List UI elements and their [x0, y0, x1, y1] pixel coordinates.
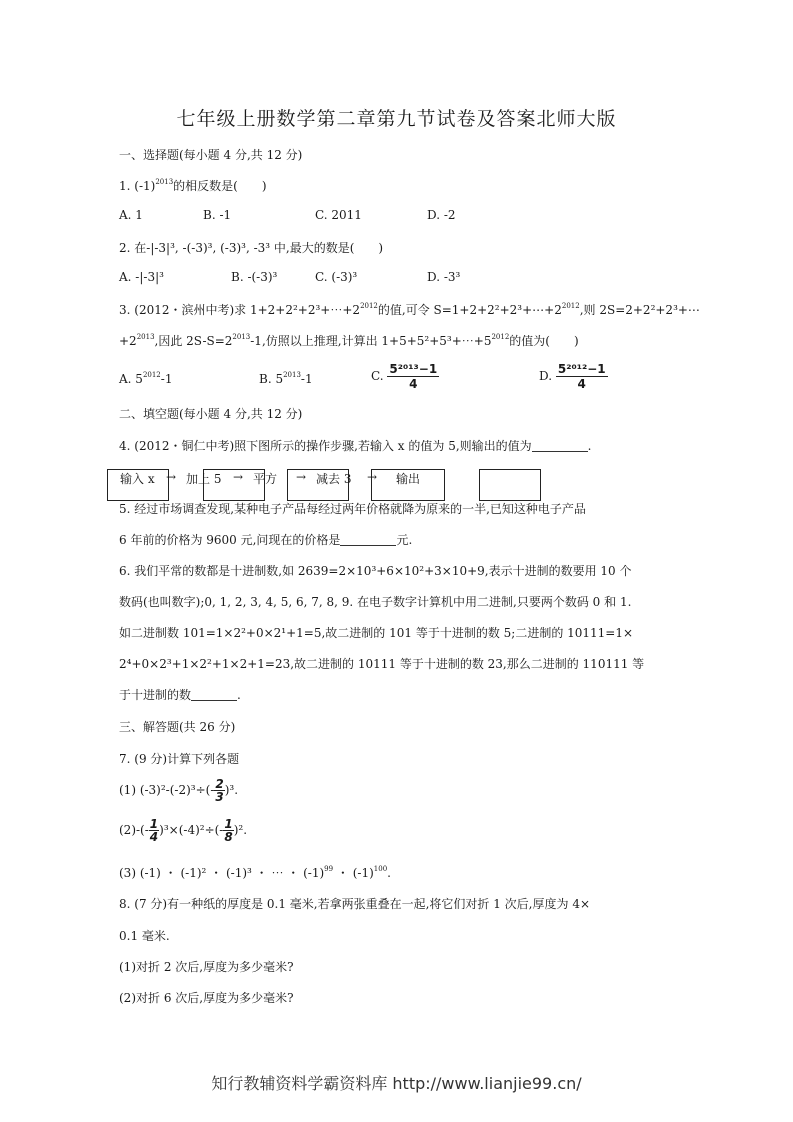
- q3-option-c-fraction: $\frac{\text{5²⁰¹³−1}}{4}$: [389, 362, 438, 391]
- q8-part-2: (2)对折 6 次后,厚度为多少毫米?: [119, 991, 294, 1005]
- q2-option-a: A. -|-3|³: [119, 270, 164, 284]
- q5-answer-blank[interactable]: [340, 533, 396, 546]
- flow-step-subtract: 减去 3: [316, 472, 352, 486]
- q2-option-b: B. -(-3)³: [231, 270, 278, 284]
- q3-option-d-fraction: $\frac{\text{5²⁰¹²−1}}{4}$: [557, 362, 606, 391]
- question-1-stem: 1. $(-1)^{2013}$的相反数是( ): [119, 178, 267, 193]
- q7-p2-fraction-1: $\frac{1}{4}$: [149, 817, 159, 844]
- question-5-line-2: 6 年前的价格为 9600 元,问现在的价格是 元.: [119, 533, 413, 547]
- question-6-line-1: 6. 我们平常的数都是十进制数,如 2639=2×10³+6×10²+3×10+9,表示十进制的数要用 10 个: [119, 564, 632, 578]
- flow-step-output: 输出: [396, 472, 421, 486]
- q7-part-2: (2)-(- $\frac{1}{4}$ )³×(-4)²÷(- $\frac{1}{8}$ )².: [119, 817, 248, 844]
- q1-option-a: A. 1: [119, 208, 143, 222]
- q6-answer-blank[interactable]: [191, 688, 237, 701]
- question-7-stem: 7. (9 分)计算下列各题: [119, 752, 240, 766]
- q7-part-1: (1) (-3)²-(-2)³÷(- $\frac{2}{3}$ )³.: [119, 777, 239, 804]
- q2-option-c: C. (-3)³: [315, 270, 358, 284]
- q3-option-c: C. $\frac{\text{5²⁰¹³−1}}{4}$: [371, 362, 438, 391]
- section-solve-heading: 三、解答题(共 26 分): [119, 720, 236, 734]
- page-title: 七年级上册数学第二章第九节试卷及答案北师大版: [176, 108, 617, 130]
- q2-option-d: D. -3³: [427, 270, 461, 284]
- q8-part-1: (1)对折 2 次后,厚度为多少毫米?: [119, 960, 294, 974]
- question-6-line-5: 于十进制的数 .: [119, 688, 241, 702]
- q3-option-a: A. $5^{2012}-1$: [119, 371, 173, 386]
- flow-arrow-icon: →: [367, 470, 378, 484]
- footer-watermark: 知行教辅资料学霸资料库 http://www.lianjie99.cn/: [211, 1074, 582, 1093]
- q3-option-b: B. $5^{2013}-1$: [259, 371, 313, 386]
- question-8-line-1: 8. (7 分)有一种纸的厚度是 0.1 毫米,若拿两张重叠在一起,将它们对折 1 次后,厚度为 4×: [119, 897, 591, 911]
- q4-answer-blank[interactable]: [532, 439, 588, 452]
- q1-option-d: D. -2: [427, 208, 456, 222]
- flow-step-square: 平方: [253, 472, 278, 486]
- section-choice-heading: 一、选择题(每小题 4 分,共 12 分): [119, 148, 303, 162]
- question-6-line-2: 数码(也叫数字);0, 1, 2, 3, 4, 5, 6, 7, 8, 9. 在电子数字计算机中用二进制,只要两个数码 0 和 1.: [119, 595, 632, 609]
- flow-step-input: 输入 x: [120, 472, 155, 486]
- q7-p2-fraction-2: $\frac{1}{8}$: [224, 817, 233, 844]
- question-3-line-1: 3. (2012・滨州中考)求 $1+2+2^2+2^3+\cdots+2^{2012}$的值,可令 $S=1+2+2^2+2^3+\cdots+2^{2012}$,则 2S=2+2²+2³+⋯: [119, 302, 700, 317]
- question-6-line-4: 2⁴+0×2³+1×2²+1×2+1=23,故二进制的 10111 等于十进制的数 23,那么二进制的 110111 等: [119, 657, 645, 671]
- question-3-line-2: $+2^{2013}$,因此 $2S-S=2^{2013}-1$,仿照以上推理,计算出 $1+5+5^2+5^3+\cdots+5^{2012}$的值为( ): [119, 333, 579, 348]
- flow-arrow-icon: →: [166, 470, 177, 484]
- section-fill-heading: 二、填空题(每小题 4 分,共 12 分): [119, 407, 303, 421]
- q1-option-c: C. 2011: [315, 208, 362, 222]
- q1-option-b: B. -1: [203, 208, 232, 222]
- flow-arrow-icon: →: [296, 470, 307, 484]
- q7-p1-fraction: $\frac{2}{3}$: [215, 777, 224, 804]
- question-6-line-3: 如二进制数 101=1×2²+0×2¹+1=5,故二进制的 101 等于十进制的数 5;二进制的 10111=1×: [119, 626, 634, 640]
- flow-step-add: 加上 5: [186, 472, 222, 486]
- q3-option-d: D. $\frac{\text{5²⁰¹²−1}}{4}$: [539, 362, 606, 391]
- question-2-stem: 2. 在-|-3|³, -(-3)³, (-3)³, -3³ 中,最大的数是( ): [119, 241, 384, 255]
- question-8-line-2: 0.1 毫米.: [119, 929, 170, 943]
- flow-arrow-icon: →: [233, 470, 244, 484]
- question-5-line-1: 5. 经过市场调查发现,某种电子产品每经过两年价格就降为原来的一半,已知这种电子产品: [119, 502, 586, 516]
- q7-part-3: (3) (-1) ・ (-1)² ・ (-1)³ ・ ⋯ ・ $(-1)^{99}$ ・ $(-1)^{100}$.: [119, 865, 391, 880]
- question-4-stem: 4. (2012・铜仁中考)照下图所示的操作步骤,若输入 x 的值为 5,则输出的值为 .: [119, 439, 592, 453]
- flow-box-output: [479, 469, 541, 501]
